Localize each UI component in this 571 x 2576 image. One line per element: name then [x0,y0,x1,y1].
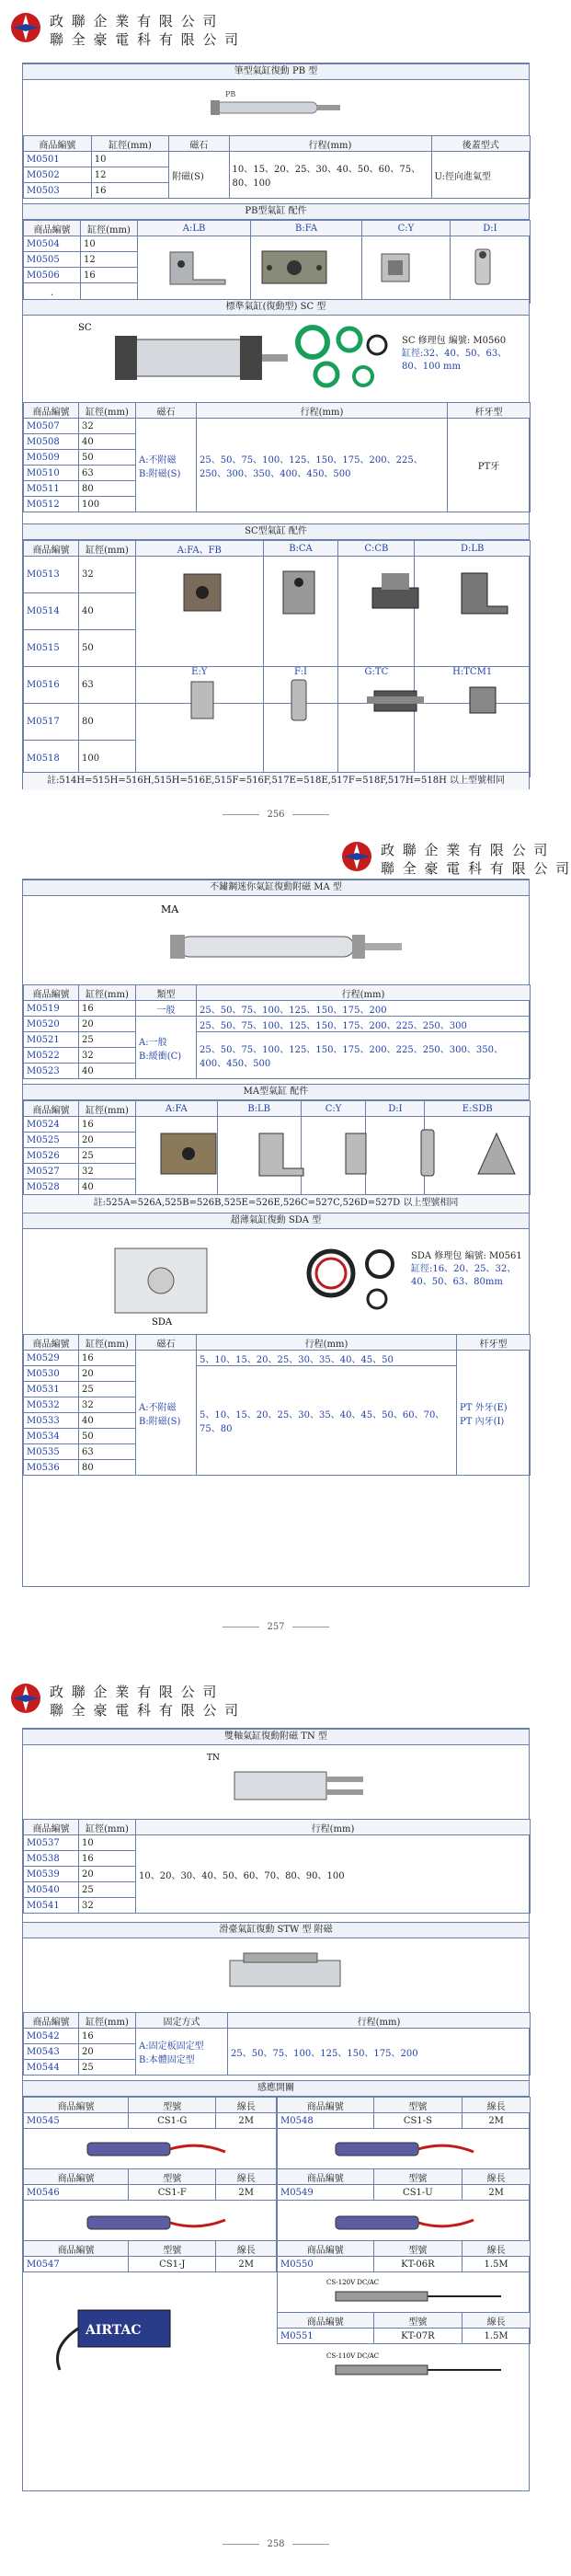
cell: . [24,283,81,304]
cell: 40 [79,1064,136,1079]
company-logo-icon [9,11,42,44]
company-name-2: 聯 全 豪 電 科 有 限 公 司 [50,1702,241,1719]
cell: M0503 [24,183,92,199]
cell: M0520 [24,1017,79,1032]
pb-clevis-y-icon [368,240,423,291]
sda-kit: SDA 修理包 編號: M0561 缸徑:16、20、25、32、40、50、63、80mm [411,1251,522,1287]
pb-cylinder-image [207,84,345,130]
ma-stroke-1: 25、50、75、100、125、150、175、200 [197,1001,531,1017]
pb-flange-fa-icon [253,240,336,291]
sc-accessory-ca-icon [267,560,331,625]
sda-thread: PT 外牙(E) PT 內牙(I) [457,1351,531,1476]
cell: M0539 [24,1867,79,1882]
cell: 80 [79,704,136,741]
stw-title: 滑臺氣缸復動 STW 型 附磁 [23,1922,529,1938]
cell: M0530 [24,1366,79,1382]
page-number-258: 258 [0,2539,552,2549]
th: 型號 [373,2169,463,2185]
page-number-256: 256 [0,810,552,820]
th: E:Y [136,667,264,704]
switch-cs1g-image [78,2132,234,2168]
th: E:SDB [425,1101,531,1117]
th: D:I [450,221,530,236]
th: 杆牙型 [448,403,531,419]
th: C:CB [338,541,415,557]
th: 商品編號 [24,403,79,419]
tn-cylinder-image [207,1749,372,1813]
th: 杆牙型 [457,1335,531,1351]
ma-title: 不鏽鋼迷你氣缸復動附磁 MA 型 [23,880,529,896]
cell: M0522 [24,1048,79,1064]
switch-cs1f-image [78,2205,234,2242]
th: F:I [263,667,338,704]
th: 缸徑(mm) [79,1101,136,1117]
sc-title: 標準氣缸(復動型) SC 型 [23,299,529,316]
th: 商品編號 [24,1335,79,1351]
th: 行程(mm) [229,136,431,152]
cell: M0508 [24,434,79,450]
ma-type: 一般 [136,1001,197,1017]
cell: 80 [79,481,136,497]
ma-accessory-fa-icon [152,1121,225,1185]
cell: 63 [79,466,136,481]
cs-note-1: CS-120V DC/AC [326,2279,380,2286]
cell: M0504 [24,236,81,252]
cell: M0548 [278,2113,374,2129]
cell: M0525 [24,1133,79,1148]
sc-magnet: A:不附磁 B:附磁(S) [136,419,197,512]
cell: 50 [79,630,136,667]
stw-fix: A:固定板固定型 B:本體固定型 [136,2029,228,2076]
page-257 [0,833,571,1688]
cell: 80 [79,1460,136,1476]
th: 線長 [216,2241,277,2257]
pb-stroke: 10、15、20、25、30、40、50、60、75、80、100 [229,152,431,199]
th: 型號 [129,2241,216,2257]
tn-stroke: 10、20、30、40、50、60、70、80、90、100 [136,1835,531,1914]
maa-note: 註:525A=526A,525B=526B,525E=526E,526C=527C,526D=527D 以上型號相同 [23,1194,529,1211]
th: 缸徑(mm) [79,2013,136,2029]
cell: 2M [463,2113,531,2129]
th: 商品編號 [278,2313,374,2329]
th: D:I [366,1101,425,1117]
page-256 [0,0,552,860]
pb-title: 筆型氣缸復動 PB 型 [23,63,529,80]
company-name-1: 政 聯 企 業 有 限 公 司 [50,13,219,29]
th: 商品編號 [278,2098,374,2113]
catalog-panel-258 [22,1728,530,2491]
th: 商品編號 [278,2169,374,2185]
th: 缸徑(mm) [91,136,168,152]
ma-table [23,984,531,1079]
cell: M0551 [278,2329,374,2344]
cell: 10 [91,152,168,167]
th: 行程(mm) [197,1335,457,1351]
th: 固定方式 [136,2013,228,2029]
cell: M0510 [24,466,79,481]
sc-accessory-cb-icon [363,560,428,625]
sc-table [23,402,531,512]
switch-kt06r-image [326,2275,510,2317]
company-header [9,4,241,59]
cell: 32 [79,1048,136,1064]
th: 型號 [373,2241,463,2257]
cell: 16 [81,268,138,283]
sca-note: 註:514H=515H=516H,515H=516E,515F=516F,517E=518E,517F=518F,517H=518H 以上型號相同 [23,772,529,790]
ma-stroke-2: 25、50、75、100、125、150、175、200、225、250、300 [197,1017,531,1032]
cell: KT-07R [373,2329,463,2344]
ma-accessory-y-icon [331,1121,382,1185]
cell: 25 [79,1148,136,1164]
cell: 63 [79,667,136,704]
cell: M0519 [24,1001,79,1017]
company-name-2: 聯 全 豪 電 科 有 限 公 司 [381,860,571,877]
cell: 32 [79,419,136,434]
sda-table [23,1334,531,1476]
sda-magnet: A:不附磁 B:附磁(S) [136,1351,197,1476]
cell: CS1-J [129,2257,216,2272]
cell: 32 [79,1164,136,1179]
cell: 25 [79,1882,136,1898]
th: 商品編號 [24,1820,79,1835]
th: B:CA [263,541,338,557]
cell: 10 [79,1835,136,1851]
th: 行程(mm) [136,1820,531,1835]
sca-title: SC型氣缸 配件 [23,523,529,540]
ma-cylinder-image [143,900,418,983]
pb-bracket-lb-icon [161,238,234,292]
sc-stroke: 25、50、75、100、125、150、175、200、225、250、300、350、400、450、500 [197,419,448,512]
cell: M0501 [24,152,92,167]
th: H:TCM1 [415,667,531,704]
company-name-2: 聯 全 豪 電 科 有 限 公 司 [50,31,241,48]
cell: M0517 [24,704,79,741]
pba-title: PB型氣缸 配件 [23,203,529,220]
cell: M0543 [24,2044,79,2060]
cell: 16 [79,1001,136,1017]
tn-table [23,1819,531,1914]
cell: M0526 [24,1148,79,1164]
cell: 63 [79,1444,136,1460]
sc-label: SC [78,323,92,333]
ma-type-2: A:一般 B:緩衝(C) [136,1017,197,1079]
th: G:TC [338,667,415,704]
cell: 32 [79,1397,136,1413]
th: D:LB [415,541,531,557]
cell: 40 [79,1179,136,1195]
cell: M0538 [24,1851,79,1867]
cell: M0513 [24,557,79,593]
cell: 20 [79,1133,136,1148]
th: 商品編號 [24,2169,129,2185]
sda-stroke-1: 5、10、15、20、25、30、35、40、45、50 [197,1351,457,1366]
cell: M0505 [24,252,81,268]
catalog-panel-256 [22,63,530,789]
cell: M0502 [24,167,92,183]
cell: 20 [79,1017,136,1032]
stw-stroke: 25、50、75、100、125、150、175、200 [228,2029,531,2076]
th: 商品編號 [24,985,79,1001]
cell: CS1-S [373,2113,463,2129]
cell: 25 [79,2060,136,2076]
cell: M0516 [24,667,79,704]
cell: 25 [79,1382,136,1397]
cell: M0528 [24,1179,79,1195]
th: 商品編號 [24,2098,129,2113]
cell: 16 [79,1851,136,1867]
sc-accessory-lb-icon [451,560,515,625]
th: C:Y [361,221,450,236]
cell: 12 [91,167,168,183]
sda-stroke-2: 5、10、15、20、25、30、35、40、45、50、60、70、75、80 [197,1366,457,1476]
sw-table-left [23,2097,277,2272]
th: A:FA [136,1101,218,1117]
th: 線長 [463,2313,531,2329]
tn-title: 雙軸氣缸復動附磁 TN 型 [23,1729,529,1745]
cell: 40 [79,593,136,630]
sw-title: 感應開關 [23,2080,529,2097]
cell: 40 [79,434,136,450]
sc-repair-kit-image [290,319,400,393]
cell: 20 [79,1366,136,1382]
company-name-1: 政 聯 企 業 有 限 公 司 [50,1684,219,1700]
cell: M0550 [278,2257,374,2272]
stw-slide-image [216,1942,363,2007]
cell: M0545 [24,2113,129,2129]
cell: 1.5M [463,2257,531,2272]
th: 缸徑(mm) [79,985,136,1001]
cell: M0518 [24,741,79,777]
th: 線長 [463,2169,531,2185]
sc-accessory-y-icon [175,673,230,728]
page-number-257: 257 [0,1622,552,1632]
ma-stroke-3: 25、50、75、100、125、150、175、200、225、250、300、350、400、450、500 [197,1032,531,1079]
cell: 16 [79,1351,136,1366]
th: A:FA、FB [136,541,264,557]
sc-cylinder-image [78,319,290,393]
company-name-1: 政 聯 企 業 有 限 公 司 [381,842,550,858]
cell: M0541 [24,1898,79,1914]
cell: M0546 [24,2185,129,2201]
th: A:LB [138,221,251,236]
cell: M0509 [24,450,79,466]
cell: M0527 [24,1164,79,1179]
th: 線長 [463,2098,531,2113]
ma-accessory-lb-icon [248,1121,313,1185]
cell: 32 [79,557,136,593]
cell: 100 [79,741,136,777]
cell: 25 [79,1032,136,1048]
cell: M0512 [24,497,79,512]
cell: M0523 [24,1064,79,1079]
cell: CS1-F [129,2185,216,2201]
cell: M0547 [24,2257,129,2272]
sc-accessory-tc-icon [363,673,428,728]
th: 商品編號 [278,2241,374,2257]
th: 缸徑(mm) [79,1820,136,1835]
cell: 2M [463,2185,531,2201]
th: C:Y [301,1101,366,1117]
cell: M0506 [24,268,81,283]
airtac-logo: AIRTAC [86,2323,142,2338]
th: 行程(mm) [197,985,531,1001]
th: B:FA [251,221,362,236]
sc-thread: PT牙 [448,419,531,512]
pb-rod-i-icon [455,240,510,291]
cell: 16 [79,1117,136,1133]
cell: 100 [79,497,136,512]
cell: 2M [216,2185,277,2201]
cell: 12 [81,252,138,268]
th: 線長 [216,2098,277,2113]
cell: 10 [81,236,138,252]
cell: M0531 [24,1382,79,1397]
pb-back: U:徑向進氣型 [431,152,530,199]
cell: 20 [79,1867,136,1882]
cell: M0534 [24,1429,79,1444]
sc-accessory-tcm1-icon [455,673,510,728]
ma-label: MA [161,903,179,915]
catalog-panel-257 [22,879,530,1587]
sda-label: SDA [152,1317,173,1328]
company-logo-icon [340,840,373,873]
cell: M0544 [24,2060,79,2076]
maa-title: MA型氣缸 配件 [23,1084,529,1100]
th: 線長 [216,2169,277,2185]
cell: 2M [216,2257,277,2272]
th: 缸徑(mm) [79,1335,136,1351]
cell: CS1-G [129,2113,216,2129]
cell: 50 [79,450,136,466]
th: 型號 [373,2313,463,2329]
th: 商品編號 [24,541,79,557]
cell: KT-06R [373,2257,463,2272]
cell: M0514 [24,593,79,630]
th: 磁石 [136,1335,197,1351]
cell: M0511 [24,481,79,497]
th: 線長 [463,2241,531,2257]
th: 磁石 [136,403,197,419]
cell: M0540 [24,1882,79,1898]
cell: CS1-U [373,2185,463,2201]
th: 商品編號 [24,2241,129,2257]
th: 缸徑(mm) [79,541,136,557]
th: 行程(mm) [228,2013,531,2029]
cell: 1.5M [463,2329,531,2344]
pb-label: PB [225,90,236,98]
cell: 32 [79,1898,136,1914]
cell: M0507 [24,419,79,434]
th: 行程(mm) [197,403,448,419]
sc-accessory-i-icon [271,673,326,728]
pb-magnet: 附磁(S) [169,152,229,199]
sda-cylinder-image [97,1235,244,1327]
cell: M0549 [278,2185,374,2201]
switch-kt07r-image [326,2349,510,2391]
cs-note-2: CS-110V DC/AC [326,2352,380,2360]
pb-table [23,135,531,199]
page-258 [0,1665,552,2576]
cell: M0515 [24,630,79,667]
th: 類型 [136,985,197,1001]
company-header [9,1674,241,1730]
ma-accessory-sdb-icon [469,1121,524,1185]
th: 商品編號 [24,221,81,236]
sda-repair-kit-image [299,1236,409,1319]
sda-title: 超薄氣缸復動 SDA 型 [23,1213,529,1229]
th: 型號 [129,2169,216,2185]
cell: M0533 [24,1413,79,1429]
cell: M0537 [24,1835,79,1851]
th: 缸徑(mm) [81,221,138,236]
th: 商品編號 [24,136,92,152]
stw-table [23,2012,531,2076]
cell: M0532 [24,1397,79,1413]
cell: 20 [79,2044,136,2060]
cell: M0529 [24,1351,79,1366]
th: B:LB [217,1101,301,1117]
cell: M0536 [24,1460,79,1476]
th: 商品編號 [24,2013,79,2029]
sc-kit: SC 修理包 編號: M0560 缸徑:32、40、50、63、80、100 mm [402,336,508,372]
cell: M0542 [24,2029,79,2044]
switch-cs1s-image [326,2132,483,2168]
cell: 40 [79,1413,136,1429]
cell: M0521 [24,1032,79,1048]
th: 後蓋型式 [431,136,530,152]
th: 磁石 [169,136,229,152]
company-logo-icon [9,1682,42,1715]
ma-accessory-i-icon [405,1121,451,1185]
switch-cs1j-image [41,2292,188,2375]
th: 型號 [373,2098,463,2113]
th: 型號 [129,2098,216,2113]
th: 缸徑(mm) [79,403,136,419]
tn-label: TN [207,1754,220,1763]
switch-cs1u-image [326,2205,483,2242]
sc-accessory-fa-icon [170,560,234,625]
cell: M0535 [24,1444,79,1460]
th: 商品編號 [24,1101,79,1117]
cell: 50 [79,1429,136,1444]
cell: 2M [216,2113,277,2129]
cell: M0524 [24,1117,79,1133]
cell: 16 [79,2029,136,2044]
cell: 16 [91,183,168,199]
